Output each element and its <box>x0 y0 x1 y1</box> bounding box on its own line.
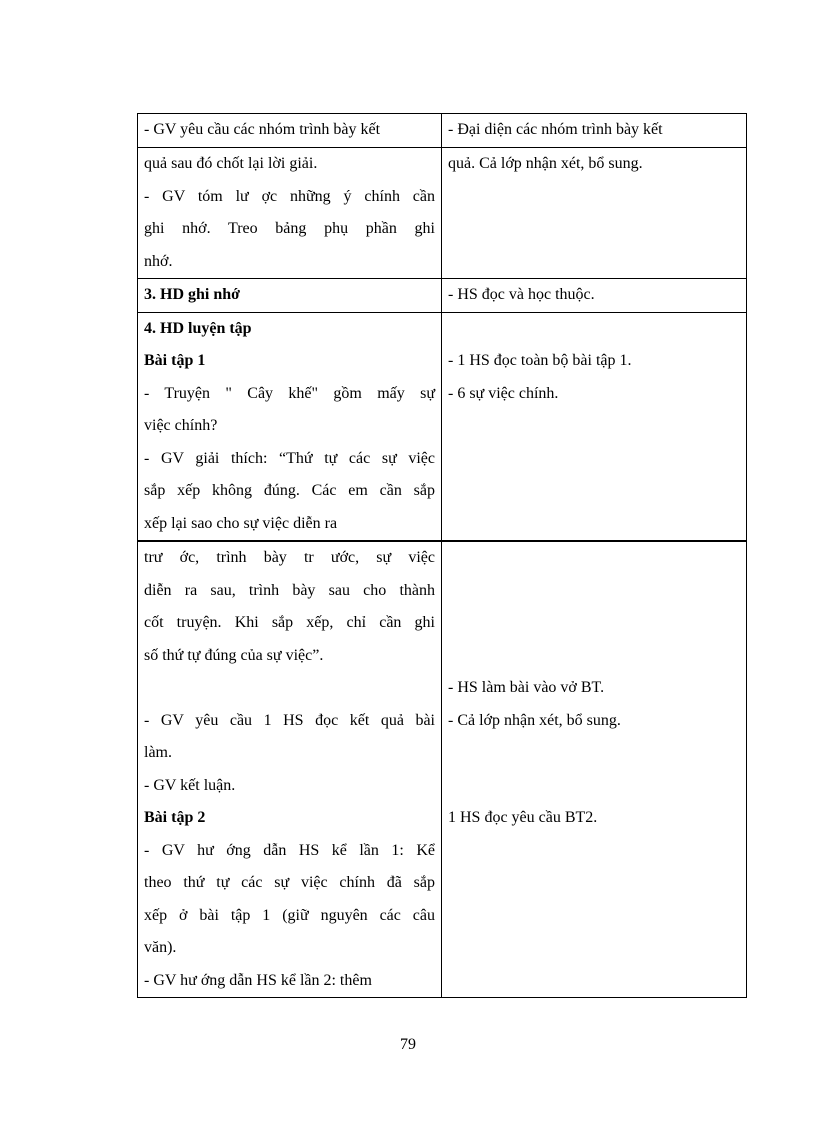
section-heading: 3. HD ghi nhớ <box>144 286 240 303</box>
cell-line: việc chính? <box>144 417 218 434</box>
cell-line: - GV yêu cầu các nhóm trình bày kết <box>144 121 381 138</box>
teacher-cell <box>138 114 442 148</box>
cell-line: cốt truyện. Khi sắp xếp, chỉ cần ghi <box>144 614 435 631</box>
table-row <box>138 312 747 541</box>
spacer <box>448 313 740 346</box>
teacher-cell <box>138 148 442 279</box>
exercise-heading: Bài tập 1 <box>144 352 206 369</box>
cell-line: - Đại diện các nhóm trình bày kết <box>448 121 663 138</box>
cell-line: - GV yêu cầu 1 HS đọc kết quả bài <box>144 711 435 729</box>
section-heading: 4. HD luyện tập <box>144 319 252 337</box>
cell-line: - 1 HS đọc toàn bộ bài tập 1. <box>448 352 632 369</box>
cell-line: sắp xếp không đúng. Các em cần sắp <box>144 482 435 499</box>
cell-line: theo thứ tự các sự việc chính đã sắp <box>144 874 435 891</box>
exercise-heading: Bài tập 2 <box>144 809 206 826</box>
spacer <box>448 542 740 607</box>
cell-line: - GV giải thích: “Thứ tự các sự việc <box>144 449 435 467</box>
page-number: 79 <box>400 1036 416 1053</box>
teacher-cell <box>138 541 442 998</box>
cell-line: ghi nhớ. Treo bảng phụ phần ghi <box>144 220 435 237</box>
cell-line: - GV kết luận. <box>144 776 236 794</box>
table-row <box>138 148 747 279</box>
cell-line: - GV hư ớng dẫn HS kể lần 2: thêm <box>144 971 372 989</box>
table-row <box>138 279 747 313</box>
cell-line: diễn ra sau, trình bày sau cho thành <box>144 581 435 599</box>
student-cell <box>442 148 747 279</box>
cell-line: xếp ở bài tập 1 (giữ nguyên các câu <box>144 906 435 924</box>
spacer <box>144 672 435 705</box>
cell-line: - HS làm bài vào vở BT. <box>448 679 605 696</box>
cell-line: - Cả lớp nhận xét, bổ sung. <box>448 711 621 729</box>
cell-line: quả sau đó chốt lại lời giải. <box>144 155 318 172</box>
cell-line: - HS đọc và học thuộc. <box>448 286 595 303</box>
teacher-cell <box>138 312 442 541</box>
cell-line: số thứ tự đúng của sự việc”. <box>144 646 324 664</box>
cell-line: trư ớc, trình bày tr ước, sự việc <box>144 549 435 566</box>
student-cell <box>442 114 747 148</box>
table-row <box>138 541 747 998</box>
cell-line: nhớ. <box>144 252 173 270</box>
cell-line: xếp lại sao cho sự việc diễn ra <box>144 514 338 532</box>
lesson-table <box>137 113 747 998</box>
cell-line: - GV hư ớng dẫn HS kể lần 1: Kể <box>144 841 435 859</box>
cell-line: văn). <box>144 939 177 956</box>
teacher-cell <box>138 279 442 313</box>
student-cell <box>442 541 747 998</box>
cell-line: quả. Cả lớp nhận xét, bổ sung. <box>448 155 643 172</box>
cell-line: - GV tóm lư ợc những ý chính cần <box>144 187 435 205</box>
cell-line: 1 HS đọc yêu cầu BT2. <box>448 809 598 826</box>
cell-line: - 6 sự việc chính. <box>448 384 559 402</box>
spacer <box>448 607 740 672</box>
student-cell <box>442 312 747 541</box>
cell-line: làm. <box>144 744 172 761</box>
student-cell <box>442 279 747 313</box>
cell-line: - Truyện " Cây khế" gồm mấy sự <box>144 384 435 402</box>
spacer <box>448 737 740 802</box>
table-row <box>138 114 747 148</box>
